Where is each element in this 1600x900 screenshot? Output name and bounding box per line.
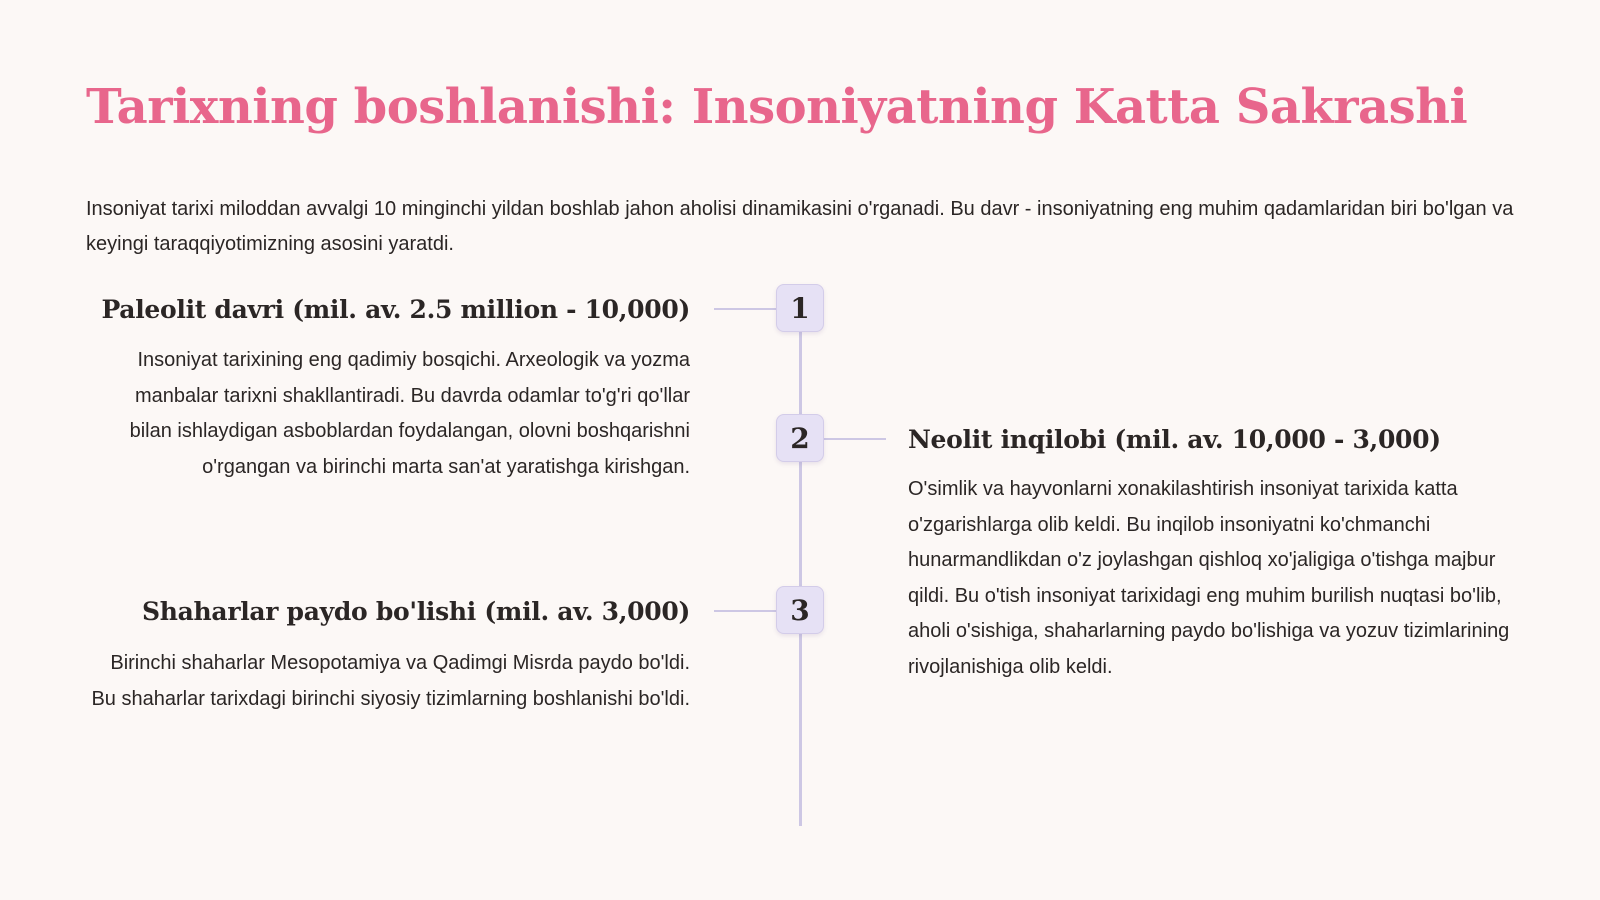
intro-paragraph: Insoniyat tarixi miloddan avvalgi 10 minginchi yildan boshlab jahon aholisi dinamikasini o'rganadi. Bu davr - insoniyatning eng muhim qadamlaridan biri bo'lgan va keyingi taraqqiyotimizning asosini yaratdi.: [86, 198, 1514, 255]
timeline-badge-2: 2: [776, 414, 824, 462]
timeline-heading-1: Paleolit davri (mil. av. 2.5 million - 10,000): [101, 295, 690, 324]
timeline-badge-1: 1: [776, 284, 824, 332]
timeline-text-2: O'simlik va hayvonlarni xonakilashtirish insoniyat tarixida katta o'zgarishlarga olib keldi. Bu inqilob insoniyatni ko'chmanchi hunarmandlikdan o'z joylashgan qishloq xo'jaligiga o'tishga majbur qildi. Bu o'tish insoniyat tarixidagi eng muhim burilish nuqtasi bo'lib, aholi o'sishiga, shaharlarning paydo bo'lishiga va yozuv tizimlarining rivojlanishiga olib keldi.: [908, 478, 1510, 678]
timeline-text-3: Birinchi shaharlar Mesopotamiya va Qadimgi Misrda paydo bo'ldi. Bu shaharlar tarixdagi birinchi siyosiy tizimlarning boshlanishi bo'ldi.: [91, 652, 690, 710]
timeline-connector-1: [714, 308, 776, 310]
timeline-connector-2: [824, 438, 886, 440]
slide-title: Tarixning boshlanishi: Insoniyatning Katta Sakrashi: [86, 79, 1468, 135]
timeline-badge-3: 3: [776, 586, 824, 634]
timeline-heading-2: Neolit inqilobi (mil. av. 10,000 - 3,000): [908, 425, 1441, 454]
timeline-heading-3: Shaharlar paydo bo'lishi (mil. av. 3,000): [142, 597, 690, 626]
timeline-connector-3: [714, 610, 776, 612]
timeline-text-1: Insoniyat tarixining eng qadimiy bosqichi. Arxeologik va yozma manbalar tarixni shakllantiradi. Bu davrda odamlar to'g'ri qo'llar bilan ishlaydigan asboblardan foydalangan, olovni boshqarishni o'rgangan va birinchi marta san'at yaratishga kirishgan.: [129, 349, 690, 478]
timeline-line: [799, 330, 802, 826]
